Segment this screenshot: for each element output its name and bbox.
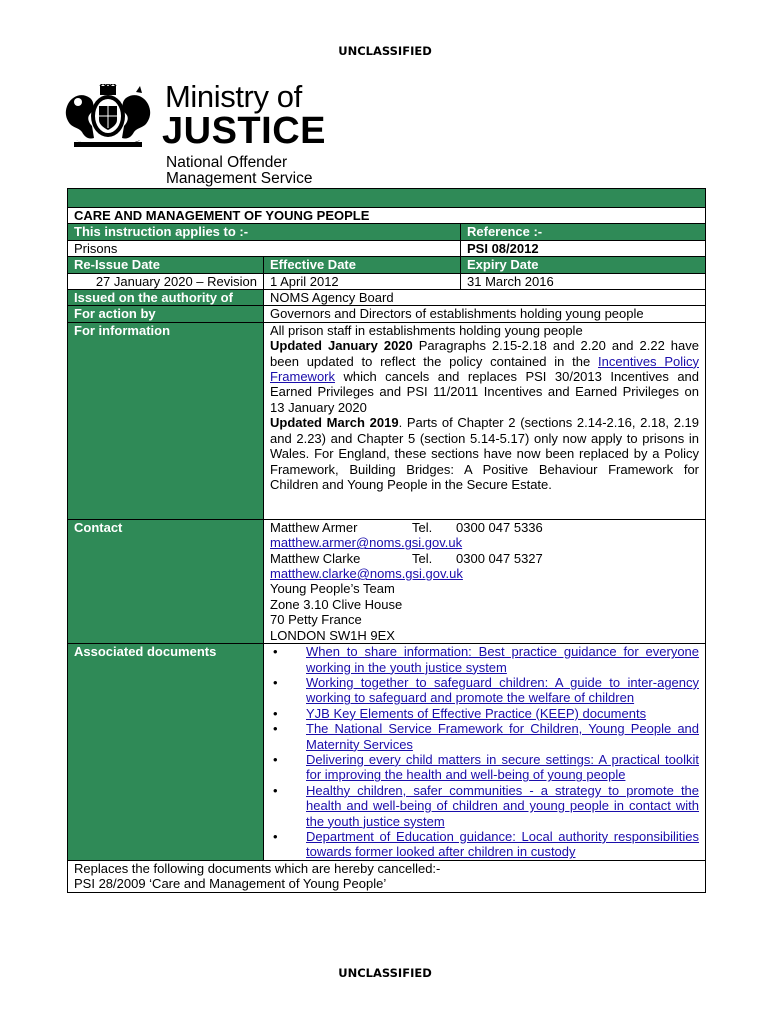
contact-address-line: Zone 3.10 Clive House <box>270 596 403 612</box>
list-item <box>270 829 699 860</box>
information-label: For information <box>68 322 264 519</box>
logo-noms-line2: Management Service <box>166 170 313 187</box>
list-item <box>270 752 699 783</box>
tel-label: Tel. <box>412 519 433 535</box>
effective-date-label: Effective Date <box>264 257 461 273</box>
associated-document-link[interactable]: Delivering every child matters in secure settings: A practical toolkit for improving the health and well-being of young people <box>306 751 700 783</box>
contact-label: Contact <box>68 519 264 643</box>
action-by-value: Governors and Directors of establishments holding young people <box>264 306 706 322</box>
update-january-2020-text: Paragraphs 2.15-2.18 and 2.20 and 2.22 have been updated to reflect the policy contained in the <box>270 338 700 369</box>
update-march-2019-text: . Parts of Chapter 2 (sections 2.14-2.16, 2.18, 2.19 and 2.23) and Chapter 5 (section 5.14-5.17) only now apply to prisons in Wales. For England, these sections have now been replaced by a Policy Framework, Building Bridges: A Positive Behaviour Framework for Children and Young People in the Secure Estate. <box>270 415 700 492</box>
contact-team: Young People’s Team <box>270 581 395 597</box>
applies-to-value: Prisons <box>68 240 461 256</box>
associated-document-link[interactable]: Working together to safeguard children: A guide to inter-agency working to safeguard and promote the welfare of children <box>306 674 700 706</box>
reference-value: PSI 08/2012 <box>461 240 706 256</box>
associated-documents-list <box>270 644 699 860</box>
moj-logo <box>62 80 352 190</box>
contact-person-1 <box>270 520 699 535</box>
replaced-document: PSI 28/2009 ‘Care and Management of Young People’ <box>74 876 387 892</box>
header-band <box>68 189 706 208</box>
tel-label: Tel. <box>412 550 433 566</box>
associated-document-link[interactable]: YJB Key Elements of Effective Practice (KEEP) documents <box>306 705 647 721</box>
logo-ministry-of: Ministry of <box>165 79 302 114</box>
information-value <box>264 322 706 519</box>
list-item <box>270 644 699 675</box>
contact-phone: 0300 047 5327 <box>456 550 543 566</box>
footer-classification: UNCLASSIFIED <box>338 966 432 980</box>
effective-date-value: 1 April 2012 <box>264 273 461 289</box>
replaces-documents <box>68 860 706 892</box>
update-january-2020-title: Updated January 2020 <box>270 338 413 354</box>
associated-document-link[interactable]: When to share information: Best practice guidance for everyone working in the youth justice system <box>306 644 700 675</box>
contact-address-line: 70 Petty France <box>270 612 362 628</box>
associated-documents-value <box>264 644 706 861</box>
header-band-row <box>68 189 706 208</box>
logo-noms-line1: National Offender <box>166 154 288 171</box>
reference-label: Reference :- <box>461 224 706 240</box>
replaces-text: Replaces the following documents which are hereby cancelled:- <box>74 860 441 876</box>
contact-name: Matthew Clarke <box>270 550 361 566</box>
list-item <box>270 721 699 752</box>
associated-document-link[interactable]: The National Service Framework for Children, Young People and Maternity Services <box>306 721 700 752</box>
contact-name: Matthew Armer <box>270 519 358 535</box>
instruction-table <box>67 188 706 893</box>
royal-coat-of-arms-icon <box>62 84 154 150</box>
document-title: CARE AND MANAGEMENT OF YOUNG PEOPLE <box>68 208 706 224</box>
update-march-2019 <box>270 415 699 492</box>
contact-address-line: LONDON SW1H 9EX <box>270 627 395 643</box>
list-item <box>270 783 699 829</box>
associated-document-link[interactable]: Healthy children, safer communities - a strategy to promote the health and well-being of children and young people in contact with the youth justice system <box>306 782 700 829</box>
list-item <box>270 675 699 706</box>
expiry-date-value: 31 March 2016 <box>461 273 706 289</box>
list-item <box>270 706 699 721</box>
contact-phone: 0300 047 5336 <box>456 519 543 535</box>
header-classification: UNCLASSIFIED <box>338 44 432 58</box>
applies-to-label: This instruction applies to :- <box>68 224 461 240</box>
reissue-date-value: 27 January 2020 – Revision <box>68 273 264 289</box>
logo-justice: JUSTICE <box>162 110 326 152</box>
authority-label: Issued on the authority of <box>68 290 264 306</box>
contact-email-link[interactable]: matthew.armer@noms.gsi.gov.uk <box>270 535 463 551</box>
update-january-2020 <box>270 338 699 415</box>
authority-value: NOMS Agency Board <box>264 290 706 306</box>
update-march-2019-title: Updated March 2019 <box>270 415 399 431</box>
contact-email-link[interactable]: matthew.clarke@noms.gsi.gov.uk <box>270 566 463 582</box>
associated-documents-label: Associated documents <box>68 644 264 861</box>
update-january-2020-text-cont: which cancels and replaces PSI 30/2013 Incentives and Earned Privileges and PSI 11/2011 Incentives and Earned Privileges on 13 January 2020 <box>270 369 700 415</box>
expiry-date-label: Expiry Date <box>461 257 706 273</box>
information-line: All prison staff in establishments holding young people <box>270 322 583 338</box>
reissue-date-label: Re-Issue Date <box>68 257 264 273</box>
contact-value <box>264 519 706 643</box>
incentives-policy-framework-link[interactable]: Incentives Policy Framework <box>270 353 700 385</box>
associated-document-link[interactable]: Department of Education guidance: Local authority responsibilities towards former looked after children in custody <box>306 828 700 860</box>
action-by-label: For action by <box>68 306 264 322</box>
contact-person-2 <box>270 551 699 566</box>
